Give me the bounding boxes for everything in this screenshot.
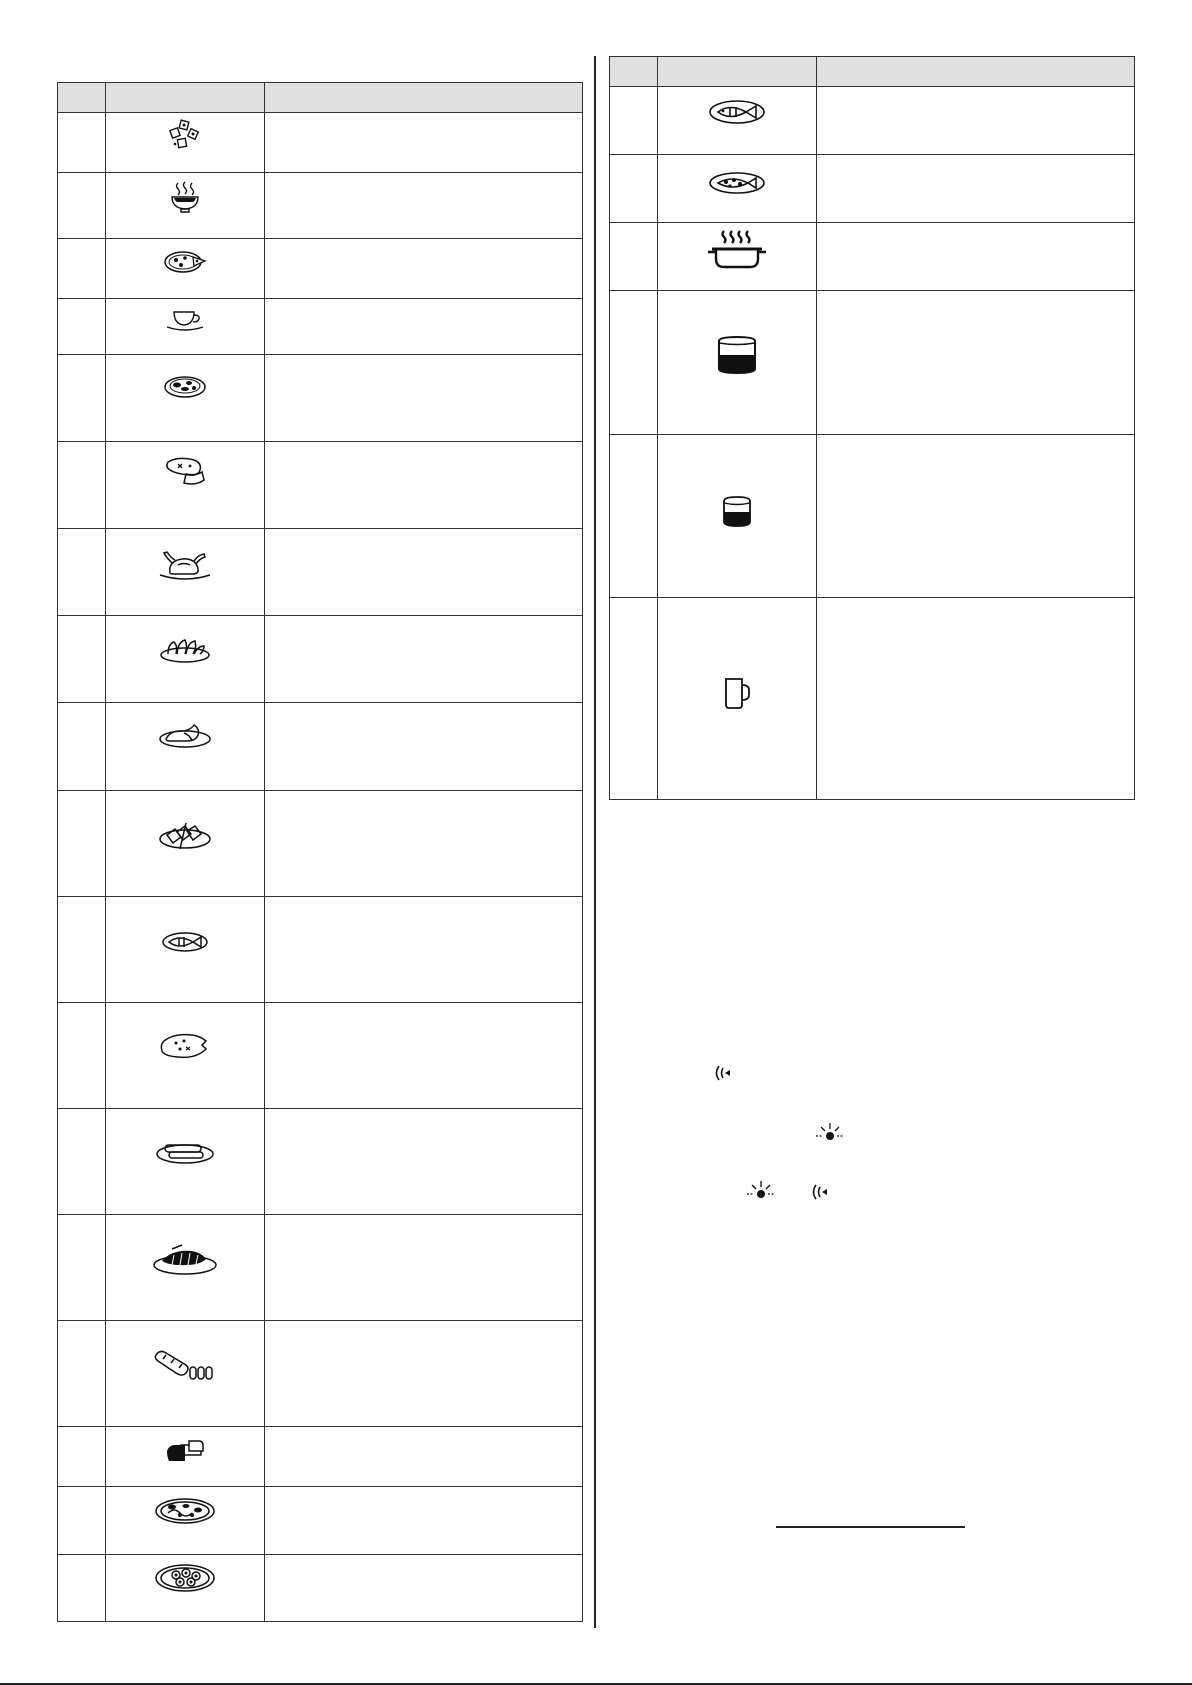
sausages-icon [155, 1139, 215, 1165]
row-description [265, 442, 583, 529]
small-jar-icon [721, 495, 753, 529]
table-row [58, 442, 583, 529]
row-description [817, 87, 1135, 155]
table-row [610, 223, 1135, 291]
row-number [58, 1109, 106, 1215]
minced-meat-icon [158, 1031, 212, 1063]
row-description [265, 239, 583, 299]
row-number [58, 1487, 106, 1555]
light-indicator-icon [746, 1180, 776, 1202]
row-number [58, 703, 106, 791]
row-number [58, 1555, 106, 1622]
row-symbol [106, 1109, 265, 1215]
row-number [58, 897, 106, 1003]
row-symbol [658, 435, 817, 598]
row-description [817, 435, 1135, 598]
table-row [58, 299, 583, 355]
row-symbol [106, 529, 265, 616]
header-description [817, 57, 1135, 87]
row-description [265, 703, 583, 791]
whole-chicken-icon [158, 549, 212, 581]
row-description [817, 291, 1135, 435]
meat-steak-icon [162, 454, 208, 488]
row-description [265, 529, 583, 616]
table-row [58, 1003, 583, 1109]
baguette-icon [152, 1347, 218, 1383]
table-row [58, 529, 583, 616]
header-symbol [106, 83, 265, 113]
row-number [58, 1003, 106, 1109]
table-row [58, 1555, 583, 1622]
row-description [265, 1427, 583, 1487]
header-symbol [658, 57, 817, 87]
light-indicator-icon [815, 1122, 845, 1144]
row-symbol [106, 1427, 265, 1487]
table-row [58, 173, 583, 239]
table-row [58, 1215, 583, 1321]
table-row [610, 87, 1135, 155]
plate-of-food-icon [163, 375, 207, 399]
row-symbol [106, 1003, 265, 1109]
chicken-pieces-icon [158, 634, 212, 664]
row-symbol [106, 791, 265, 897]
row-description [817, 155, 1135, 223]
row-description [265, 1321, 583, 1427]
row-symbol [106, 1215, 265, 1321]
steaming-soup-bowl-icon [168, 181, 202, 215]
row-description [265, 791, 583, 897]
row-symbol [658, 155, 817, 223]
row-symbol [658, 598, 817, 800]
row-number [58, 355, 106, 442]
row-symbol [106, 173, 265, 239]
vegetables-plate-icon [154, 1563, 216, 1593]
row-number [610, 598, 658, 800]
row-symbol [106, 1555, 265, 1622]
row-number [58, 442, 106, 529]
row-number [58, 173, 106, 239]
table-row [610, 435, 1135, 598]
row-symbol [658, 291, 817, 435]
row-number [58, 239, 106, 299]
food-program-table-left [57, 82, 583, 1622]
row-description [265, 616, 583, 703]
row-symbol [658, 87, 817, 155]
row-number [58, 113, 106, 173]
row-symbol [106, 703, 265, 791]
column-divider [594, 56, 596, 1628]
row-number [58, 791, 106, 897]
row-description [265, 897, 583, 1003]
steaming-pot-icon [702, 229, 772, 271]
poultry-fillet-icon [158, 723, 212, 749]
row-number [610, 87, 658, 155]
header-number [58, 83, 106, 113]
row-description [265, 1487, 583, 1555]
table-row [58, 616, 583, 703]
row-number [610, 435, 658, 598]
row-description [265, 1555, 583, 1622]
row-description [265, 1215, 583, 1321]
row-symbol [106, 616, 265, 703]
table-header-row [610, 57, 1135, 87]
row-description [265, 113, 583, 173]
row-symbol [106, 442, 265, 529]
row-number [58, 616, 106, 703]
mug-icon [722, 676, 752, 710]
table-row [610, 291, 1135, 435]
row-description [265, 355, 583, 442]
table-row [58, 1487, 583, 1555]
table-row [58, 1321, 583, 1427]
table-row [610, 155, 1135, 223]
row-description [817, 223, 1135, 291]
row-number [58, 1321, 106, 1427]
table-header-row [58, 83, 583, 113]
ribs-icon [152, 1243, 218, 1277]
row-number [58, 1215, 106, 1321]
fish-on-plate-icon [161, 931, 209, 953]
row-symbol [106, 299, 265, 355]
row-number [58, 1427, 106, 1487]
row-number [610, 223, 658, 291]
table-row [610, 598, 1135, 800]
table-row [58, 1109, 583, 1215]
row-description [265, 1003, 583, 1109]
row-number [58, 299, 106, 355]
row-number [58, 529, 106, 616]
mixed-plate-icon [154, 1497, 216, 1525]
table-row [58, 791, 583, 897]
ice-cubes-icon [165, 119, 205, 151]
fish-dish-icon [708, 99, 766, 125]
row-symbol [106, 355, 265, 442]
bread-slices-icon [163, 1437, 207, 1467]
row-description [265, 299, 583, 355]
coffee-cup-icon [165, 309, 205, 331]
row-symbol [106, 113, 265, 173]
sound-signal-icon [713, 1064, 733, 1082]
row-symbol [106, 239, 265, 299]
row-description [265, 173, 583, 239]
row-number [610, 291, 658, 435]
row-symbol [106, 1487, 265, 1555]
large-jar-icon [715, 335, 759, 375]
sound-signal-icon [810, 1183, 830, 1201]
row-description [817, 598, 1135, 800]
row-description [265, 1109, 583, 1215]
row-symbol [106, 1321, 265, 1427]
meat-rolls-icon [158, 819, 212, 851]
pizza-icon [163, 249, 207, 275]
table-row [58, 1427, 583, 1487]
table-row [58, 703, 583, 791]
table-row [58, 897, 583, 1003]
separator-line [776, 1526, 965, 1528]
row-symbol [106, 897, 265, 1003]
grilled-fish-plate-icon [708, 171, 766, 195]
header-number [610, 57, 658, 87]
header-description [265, 83, 583, 113]
food-program-table-right [609, 56, 1135, 800]
table-row [58, 239, 583, 299]
row-symbol [658, 223, 817, 291]
table-row [58, 113, 583, 173]
table-row [58, 355, 583, 442]
row-number [610, 155, 658, 223]
